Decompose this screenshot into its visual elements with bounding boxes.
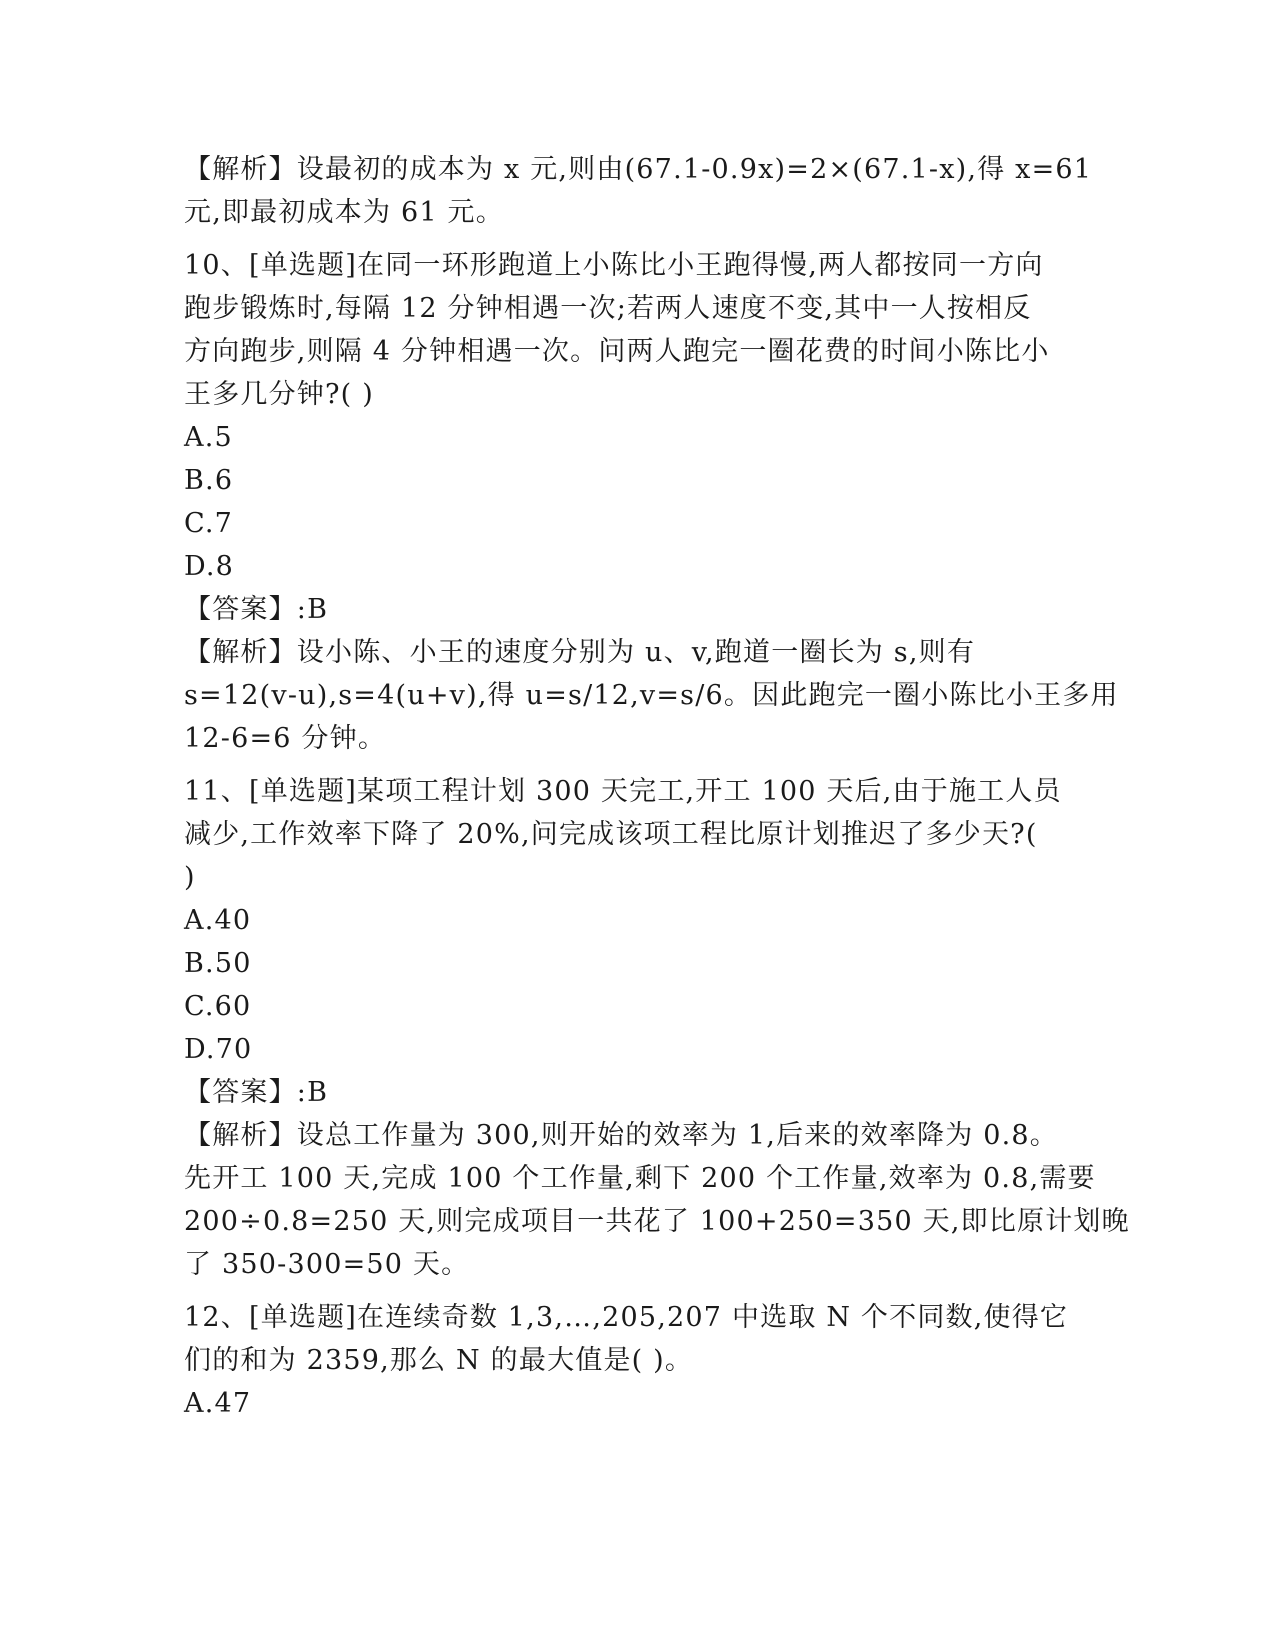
question-stem-line: 王多几分钟?( ) xyxy=(184,379,374,410)
question-stem-line: ) xyxy=(184,862,196,893)
question-12 xyxy=(184,1296,1084,1425)
option-c: C.7 xyxy=(184,508,234,539)
analysis-line: 【解析】设总工作量为 300,则开始的效率为 1,后来的效率降为 0.8。 xyxy=(184,1120,1058,1151)
analysis-line: 元,即最初成本为 61 元。 xyxy=(184,197,504,228)
question-stem-line: 减少,工作效率下降了 20%,问完成该项工程比原计划推迟了多少天?( xyxy=(184,819,1038,850)
analysis-line: 【解析】设最初的成本为 x 元,则由(67.1-0.9x)=2×(67.1-x),得 x=61 xyxy=(184,154,1093,185)
analysis-line: s=12(v-u),s=4(u+v),得 u=s/12,v=s/6。因此跑完一圈小陈比小王多用 xyxy=(184,680,1119,711)
analysis-line: 【解析】设小陈、小王的速度分别为 u、v,跑道一圈长为 s,则有 xyxy=(184,637,976,668)
option-b: B.6 xyxy=(184,465,234,496)
option-a: A.40 xyxy=(184,905,252,936)
question-stem-line: 们的和为 2359,那么 N 的最大值是( )。 xyxy=(184,1345,694,1376)
option-b: B.50 xyxy=(184,948,252,979)
answer: 【答案】:B xyxy=(184,1077,329,1108)
question-11 xyxy=(184,770,1130,1286)
analysis-line: 12-6=6 分钟。 xyxy=(184,723,387,754)
option-d: D.8 xyxy=(184,551,235,582)
prev-analysis xyxy=(184,148,1093,234)
option-a: A.5 xyxy=(184,422,233,453)
analysis-line: 先开工 100 天,完成 100 个工作量,剩下 200 个工作量,效率为 0.8,需要 xyxy=(184,1163,1096,1194)
analysis-line: 了 350-300=50 天。 xyxy=(184,1249,470,1280)
question-stem-line: 方向跑步,则隔 4 分钟相遇一次。问两人跑完一圈花费的时间小陈比小 xyxy=(184,336,1050,367)
question-10 xyxy=(184,244,1119,760)
question-stem-line: 12、[单选题]在连续奇数 1,3,…,205,207 中选取 N 个不同数,使得它 xyxy=(184,1302,1069,1333)
analysis-line: 200÷0.8=250 天,则完成项目一共花了 100+250=350 天,即比原计划晚 xyxy=(184,1206,1130,1237)
option-c: C.60 xyxy=(184,991,252,1022)
option-a: A.47 xyxy=(184,1388,252,1419)
document-page xyxy=(184,148,1130,1425)
question-stem-line: 10、[单选题]在同一环形跑道上小陈比小王跑得慢,两人都按同一方向 xyxy=(184,250,1044,281)
answer: 【答案】:B xyxy=(184,594,329,625)
option-d: D.70 xyxy=(184,1034,253,1065)
question-stem-line: 跑步锻炼时,每隔 12 分钟相遇一次;若两人速度不变,其中一人按相反 xyxy=(184,293,1032,324)
question-stem-line: 11、[单选题]某项工程计划 300 天完工,开工 100 天后,由于施工人员 xyxy=(184,776,1062,807)
